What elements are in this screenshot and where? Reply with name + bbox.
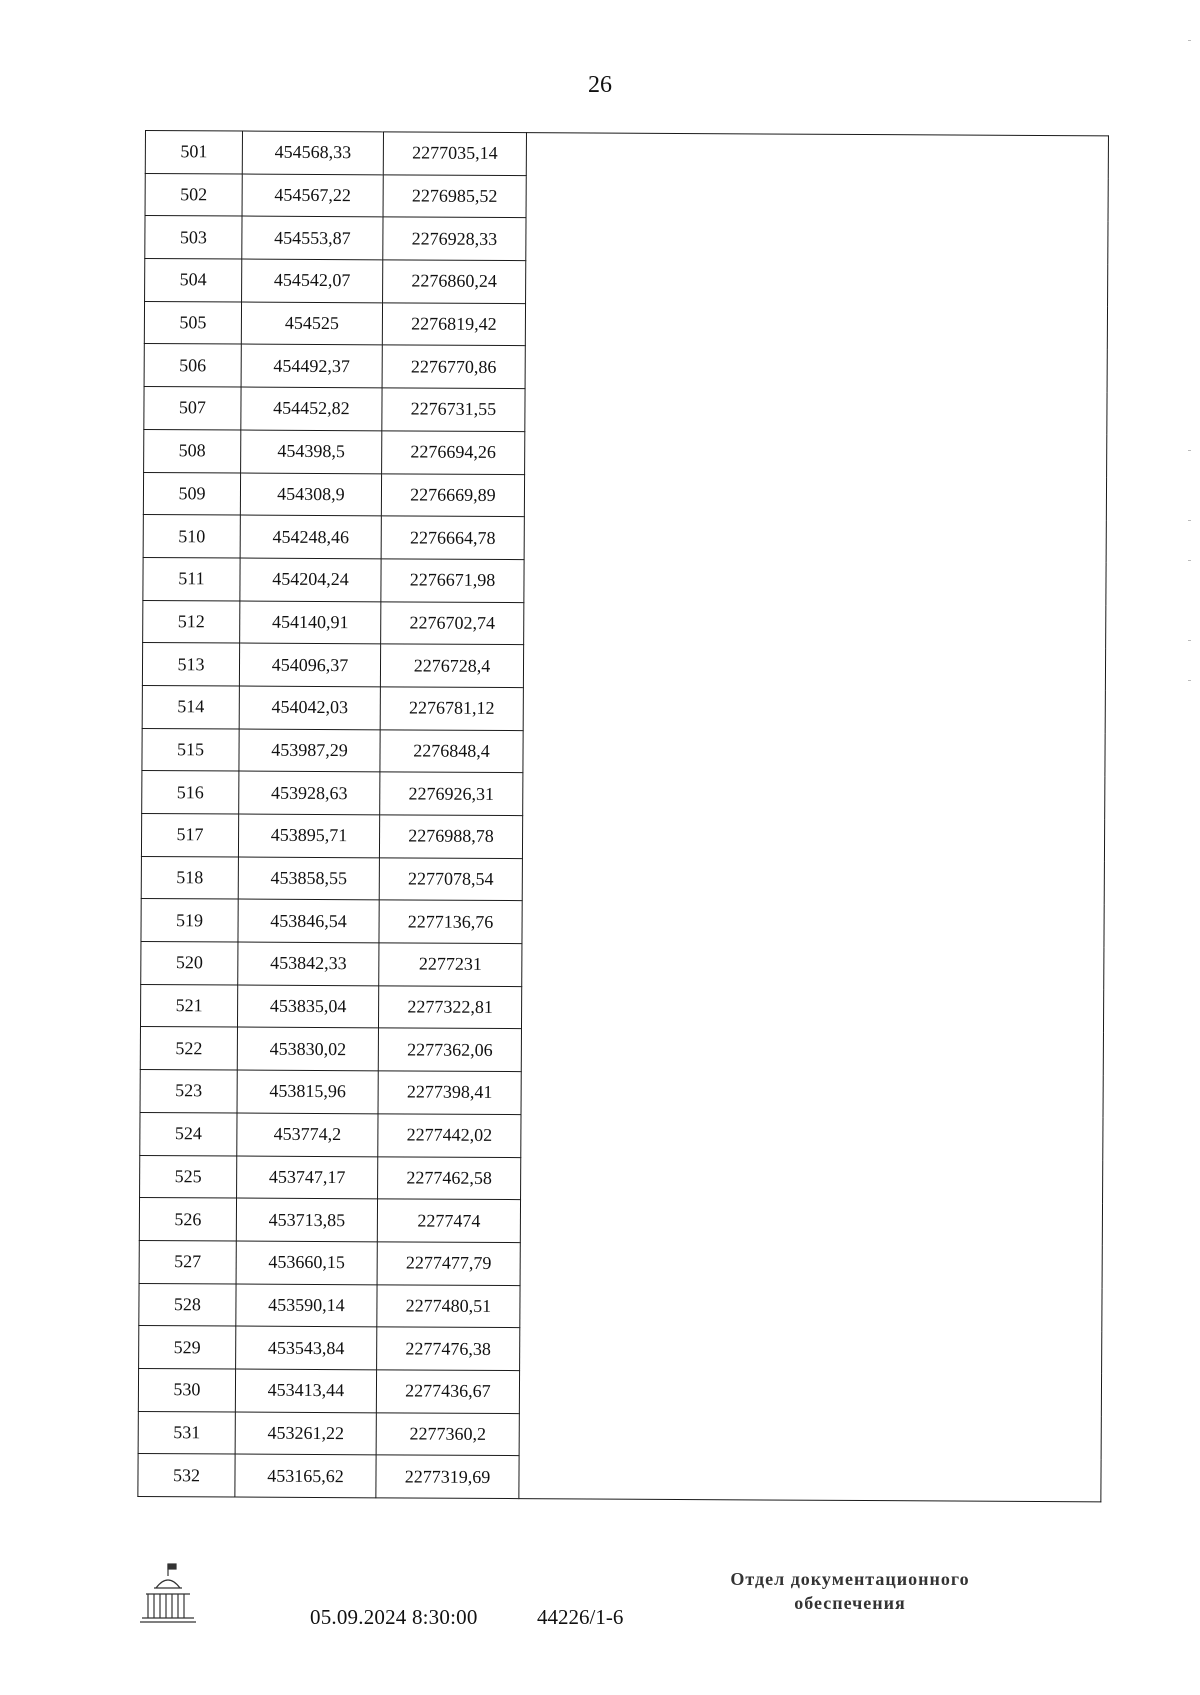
point-number-cell: 516	[142, 771, 239, 814]
point-number-cell: 525	[140, 1155, 237, 1198]
point-number-cell: 522	[140, 1027, 237, 1070]
duma-building-emblem-icon	[138, 1562, 202, 1626]
y-coordinate-cell: 2276848,4	[380, 729, 523, 772]
x-coordinate-cell: 453660,15	[236, 1241, 377, 1284]
point-number-cell: 527	[139, 1240, 236, 1283]
point-number-cell: 508	[144, 429, 241, 472]
y-coordinate-cell: 2276702,74	[381, 601, 524, 644]
x-coordinate-cell: 453590,14	[236, 1284, 377, 1327]
y-coordinate-cell: 2276731,55	[382, 388, 525, 431]
point-number-cell: 518	[141, 856, 238, 899]
y-coordinate-cell: 2277477,79	[377, 1242, 520, 1285]
coordinates-table-body	[138, 131, 1109, 1502]
x-coordinate-cell: 454492,37	[241, 344, 382, 387]
y-coordinate-cell: 2277442,02	[378, 1114, 521, 1157]
x-coordinate-cell: 453413,44	[235, 1369, 376, 1412]
point-number-cell: 530	[138, 1368, 235, 1411]
department-line-2: обеспечения	[794, 1593, 906, 1613]
x-coordinate-cell: 454096,37	[239, 643, 380, 686]
x-coordinate-cell: 453165,62	[235, 1454, 376, 1497]
y-coordinate-cell: 2277362,06	[378, 1028, 521, 1071]
x-coordinate-cell: 454308,9	[240, 473, 381, 516]
empty-merged-cell	[519, 133, 1109, 1502]
point-number-cell: 529	[139, 1326, 236, 1369]
y-coordinate-cell: 2276985,52	[383, 175, 526, 218]
point-number-cell: 528	[139, 1283, 236, 1326]
point-number-cell: 511	[143, 557, 240, 600]
y-coordinate-cell: 2277462,58	[378, 1156, 521, 1199]
point-number-cell: 521	[140, 984, 237, 1027]
stamp-date-time: 05.09.2024 8:30:00	[310, 1605, 478, 1629]
y-coordinate-cell: 2277474	[377, 1199, 520, 1242]
point-number-cell: 510	[143, 515, 240, 558]
point-number-cell: 517	[141, 813, 238, 856]
point-number-cell: 531	[138, 1411, 235, 1454]
y-coordinate-cell: 2276728,4	[380, 644, 523, 687]
x-coordinate-cell: 454525	[241, 302, 382, 345]
x-coordinate-cell: 454452,82	[241, 387, 382, 430]
y-coordinate-cell: 2277231	[379, 943, 522, 986]
y-coordinate-cell: 2277035,14	[383, 132, 526, 175]
y-coordinate-cell: 2276770,86	[382, 345, 525, 388]
point-number-cell: 523	[140, 1070, 237, 1113]
x-coordinate-cell: 453713,85	[236, 1198, 377, 1241]
x-coordinate-cell: 453747,17	[237, 1156, 378, 1199]
department-line-1: Отдел документационного	[730, 1569, 970, 1589]
x-coordinate-cell: 454553,87	[242, 216, 383, 259]
x-coordinate-cell: 454398,5	[241, 430, 382, 473]
y-coordinate-cell: 2277078,54	[379, 858, 522, 901]
y-coordinate-cell: 2276664,78	[381, 516, 524, 559]
y-coordinate-cell: 2276928,33	[383, 217, 526, 260]
y-coordinate-cell: 2277136,76	[379, 900, 522, 943]
y-coordinate-cell: 2277319,69	[376, 1455, 519, 1498]
point-number-cell: 503	[145, 216, 242, 259]
point-number-cell: 509	[143, 472, 240, 515]
point-number-cell: 526	[139, 1198, 236, 1241]
y-coordinate-cell: 2276671,98	[381, 559, 524, 602]
point-number-cell: 515	[142, 728, 239, 771]
scan-margin-marks	[1188, 40, 1192, 740]
x-coordinate-cell: 453842,33	[238, 942, 379, 985]
y-coordinate-cell: 2276669,89	[381, 473, 524, 516]
point-number-cell: 506	[144, 344, 241, 387]
x-coordinate-cell: 453835,04	[237, 985, 378, 1028]
y-coordinate-cell: 2277398,41	[378, 1071, 521, 1114]
y-coordinate-cell: 2277436,67	[376, 1370, 519, 1413]
point-number-cell: 502	[145, 173, 242, 216]
x-coordinate-cell: 453928,63	[239, 771, 380, 814]
point-number-cell: 513	[142, 643, 239, 686]
page-number: 26	[588, 72, 612, 98]
y-coordinate-cell: 2277360,2	[376, 1412, 519, 1455]
y-coordinate-cell: 2276988,78	[379, 815, 522, 858]
x-coordinate-cell: 453543,84	[236, 1326, 377, 1369]
x-coordinate-cell: 454542,07	[242, 259, 383, 302]
point-number-cell: 512	[143, 600, 240, 643]
point-number-cell: 524	[140, 1112, 237, 1155]
y-coordinate-cell: 2276694,26	[382, 431, 525, 474]
x-coordinate-cell: 454567,22	[242, 174, 383, 217]
coordinates-table	[137, 130, 1109, 1502]
point-number-cell: 532	[138, 1454, 235, 1497]
y-coordinate-cell: 2276781,12	[380, 687, 523, 730]
y-coordinate-cell: 2277480,51	[377, 1284, 520, 1327]
y-coordinate-cell: 2276926,31	[380, 772, 523, 815]
x-coordinate-cell: 454140,91	[240, 601, 381, 644]
y-coordinate-cell: 2276819,42	[382, 303, 525, 346]
x-coordinate-cell: 453858,55	[238, 857, 379, 900]
y-coordinate-cell: 2277476,38	[377, 1327, 520, 1370]
x-coordinate-cell: 453261,22	[235, 1412, 376, 1455]
x-coordinate-cell: 454204,24	[240, 558, 381, 601]
x-coordinate-cell: 453895,71	[238, 814, 379, 857]
x-coordinate-cell: 454568,33	[242, 131, 383, 174]
point-number-cell: 501	[145, 131, 242, 174]
x-coordinate-cell: 453774,2	[237, 1113, 378, 1156]
point-number-cell: 514	[142, 685, 239, 728]
x-coordinate-cell: 454042,03	[239, 686, 380, 729]
point-number-cell: 520	[141, 942, 238, 985]
y-coordinate-cell: 2277322,81	[378, 986, 521, 1029]
table-row	[145, 131, 1108, 179]
department-stamp	[700, 1567, 1000, 1615]
stamp-document-number: 44226/1-6	[537, 1605, 624, 1629]
x-coordinate-cell: 453846,54	[238, 899, 379, 942]
x-coordinate-cell: 453815,96	[237, 1070, 378, 1113]
point-number-cell: 504	[145, 259, 242, 302]
y-coordinate-cell: 2276860,24	[383, 260, 526, 303]
x-coordinate-cell: 454248,46	[240, 515, 381, 558]
point-number-cell: 519	[141, 899, 238, 942]
x-coordinate-cell: 453987,29	[239, 729, 380, 772]
point-number-cell: 507	[144, 387, 241, 430]
x-coordinate-cell: 453830,02	[237, 1027, 378, 1070]
point-number-cell: 505	[144, 301, 241, 344]
